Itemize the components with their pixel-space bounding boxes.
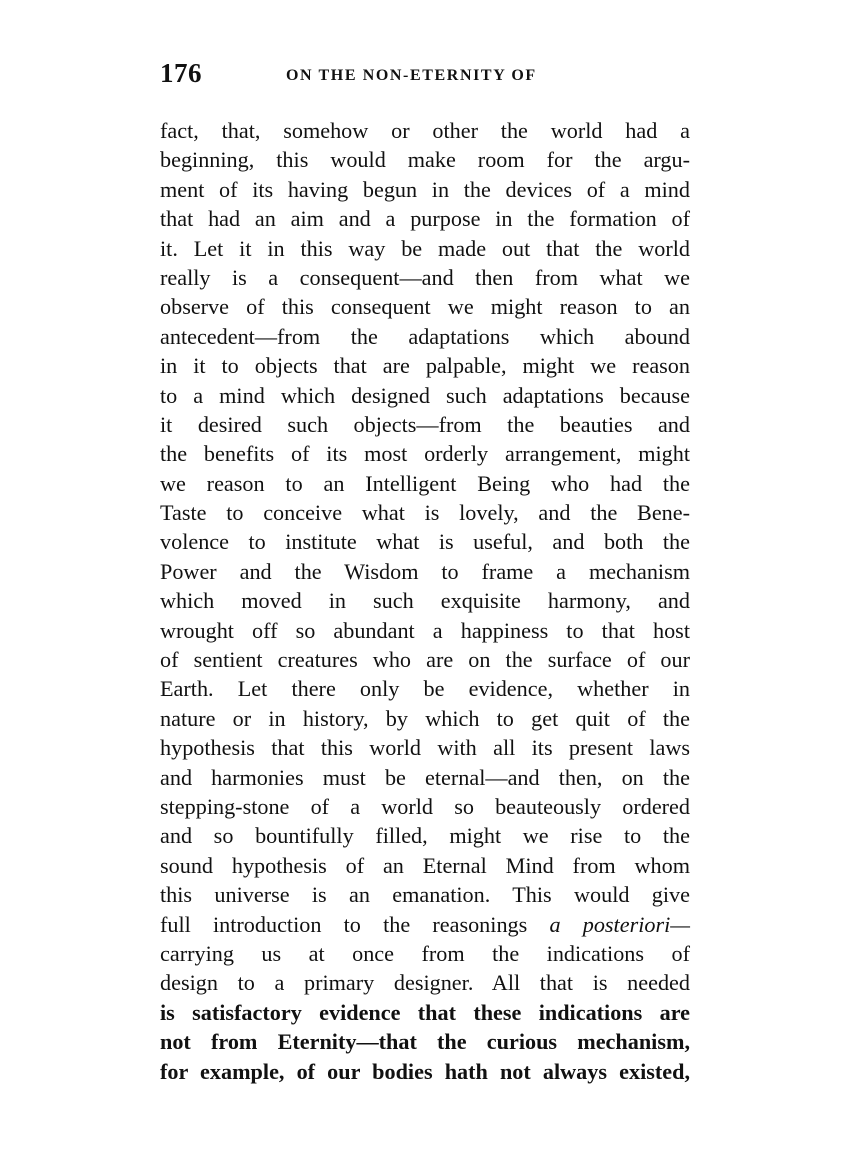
text-line: nature or in history, by which to get quit of the <box>160 705 690 731</box>
text-line: stepping-stone of a world so beauteously ordered <box>160 793 690 819</box>
text-line: hypothesis that this world with all its present laws <box>160 735 690 761</box>
text-line: not from Eternity—that the curious mechanism, <box>160 1029 690 1055</box>
running-title: ON THE NON-ETERNITY OF <box>286 67 537 84</box>
text-line: design to a primary designer. All that is needed <box>160 970 690 996</box>
text-line-with-italic <box>160 910 690 939</box>
text-segment: full introduction to the reasonings <box>160 911 550 937</box>
running-head <box>160 58 700 92</box>
text-line: Taste to conceive what is lovely, and the Bene- <box>160 500 690 526</box>
text-line: it desired such objects—from the beauties and <box>160 411 690 437</box>
text-line: sound hypothesis of an Eternal Mind from whom <box>160 852 690 878</box>
text-line: for example, of our bodies hath not always existed, <box>160 1058 690 1084</box>
text-line: the benefits of its most orderly arrangement, might <box>160 441 690 467</box>
text-line: in it to objects that are palpable, might we reason <box>160 353 690 379</box>
text-line: of sentient creatures who are on the surface of our <box>160 647 690 673</box>
text-line: really is a consequent—and then from what we <box>160 264 690 290</box>
text-line: and so bountifully filled, might we rise to the <box>160 823 690 849</box>
text-line: ment of its having begun in the devices of a mind <box>160 176 690 202</box>
body-text <box>160 116 690 1086</box>
page-number: 176 <box>160 58 202 88</box>
text-line: carrying us at once from the indications of <box>160 940 690 966</box>
text-line: wrought off so abundant a happiness to that host <box>160 617 690 643</box>
text-line: fact, that, somehow or other the world had a <box>160 118 690 143</box>
text-line: volence to institute what is useful, and both the <box>160 529 690 555</box>
text-line: it. Let it in this way be made out that the world <box>160 235 690 261</box>
text-line: Earth. Let there only be evidence, whether in <box>160 676 690 702</box>
text-line: this universe is an emanation. This would give <box>160 882 690 908</box>
text-line: antecedent—from the adaptations which abound <box>160 323 690 349</box>
text-line: beginning, this would make room for the argu- <box>160 147 690 173</box>
text-line: to a mind which designed such adaptations because <box>160 382 690 408</box>
italic-phrase: a posteriori— <box>549 911 690 937</box>
text-line: we reason to an Intelligent Being who had the <box>160 470 690 496</box>
text-line: observe of this consequent we might reason to an <box>160 294 690 320</box>
text-line: Power and the Wisdom to frame a mechanism <box>160 558 690 584</box>
text-line: is satisfactory evidence that these indications are <box>160 999 690 1025</box>
text-line: and harmonies must be eternal—and then, on the <box>160 764 690 790</box>
text-line: that had an aim and a purpose in the formation of <box>160 206 690 232</box>
text-line: which moved in such exquisite harmony, and <box>160 588 690 614</box>
